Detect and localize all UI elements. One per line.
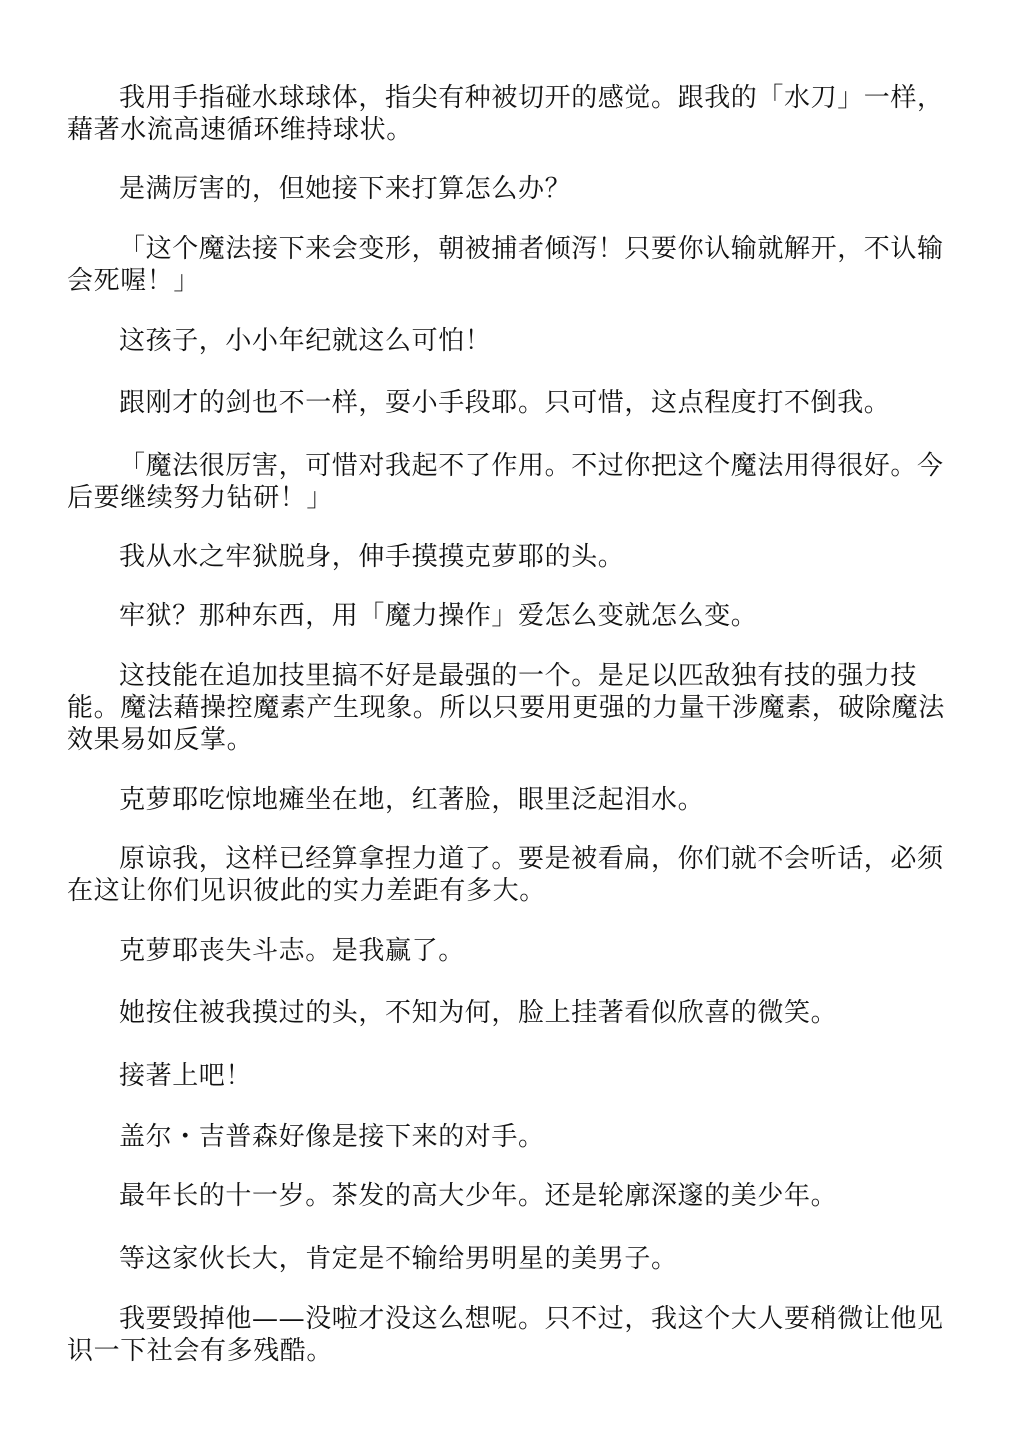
paragraph-16: 最年长的十一岁。茶发的高大少年。还是轮廓深邃的美少年。 — [119, 1181, 838, 1211]
paragraph-10: 克萝耶吃惊地瘫坐在地，红著脸，眼里泛起泪水。 — [119, 785, 705, 815]
paragraph-15: 盖尔・吉普森好像是接下来的对手。 — [119, 1122, 545, 1152]
paragraph-6: 「魔法很厉害，可惜对我起不了作用。不过你把这个魔法用得很好。今后要继续努力钻研！」 — [67, 451, 944, 513]
paragraph-4: 这孩子，小小年纪就这么可怕！ — [119, 326, 492, 356]
paragraph-12: 克萝耶丧失斗志。是我赢了。 — [119, 936, 465, 966]
paragraph-5: 跟刚才的剑也不一样，耍小手段耶。只可惜，这点程度打不倒我。 — [119, 388, 891, 418]
paragraph-8: 牢狱？那种东西，用「魔力操作」爱怎么变就怎么变。 — [119, 601, 758, 631]
paragraph-2: 是满厉害的，但她接下来打算怎么办？ — [119, 174, 572, 204]
paragraph-17: 等这家伙长大，肯定是不输给男明星的美男子。 — [119, 1244, 678, 1274]
paragraph-13: 她按住被我摸过的头，不知为何，脸上挂著看似欣喜的微笑。 — [119, 998, 838, 1028]
paragraph-9: 这技能在追加技里搞不好是最强的一个。是足以匹敌独有技的强力技能。魔法藉操控魔素产生现象。所以只要用更强的力量干涉魔素，破除魔法效果易如反掌。 — [67, 661, 945, 755]
paragraph-11: 原谅我，这样已经算拿捏力道了。要是被看扁，你们就不会听话，必须在这让你们见识彼此的实力差距有多大。 — [67, 844, 944, 906]
paragraph-1: 我用手指碰水球球体，指尖有种被切开的感觉。跟我的「水刀」一样，藉著水流高速循环维持球状。 — [67, 83, 944, 145]
paragraph-14: 接著上吧！ — [119, 1061, 253, 1091]
paragraph-18: 我要毁掉他——没啦才没这么想呢。只不过，我这个大人要稍微让他见识一下社会有多残酷。 — [67, 1304, 944, 1366]
paragraph-7: 我从水之牢狱脱身，伸手摸摸克萝耶的头。 — [119, 542, 625, 572]
paragraph-3: 「这个魔法接下来会变形，朝被捕者倾泻！只要你认输就解开，不认输会死喔！」 — [67, 234, 944, 296]
